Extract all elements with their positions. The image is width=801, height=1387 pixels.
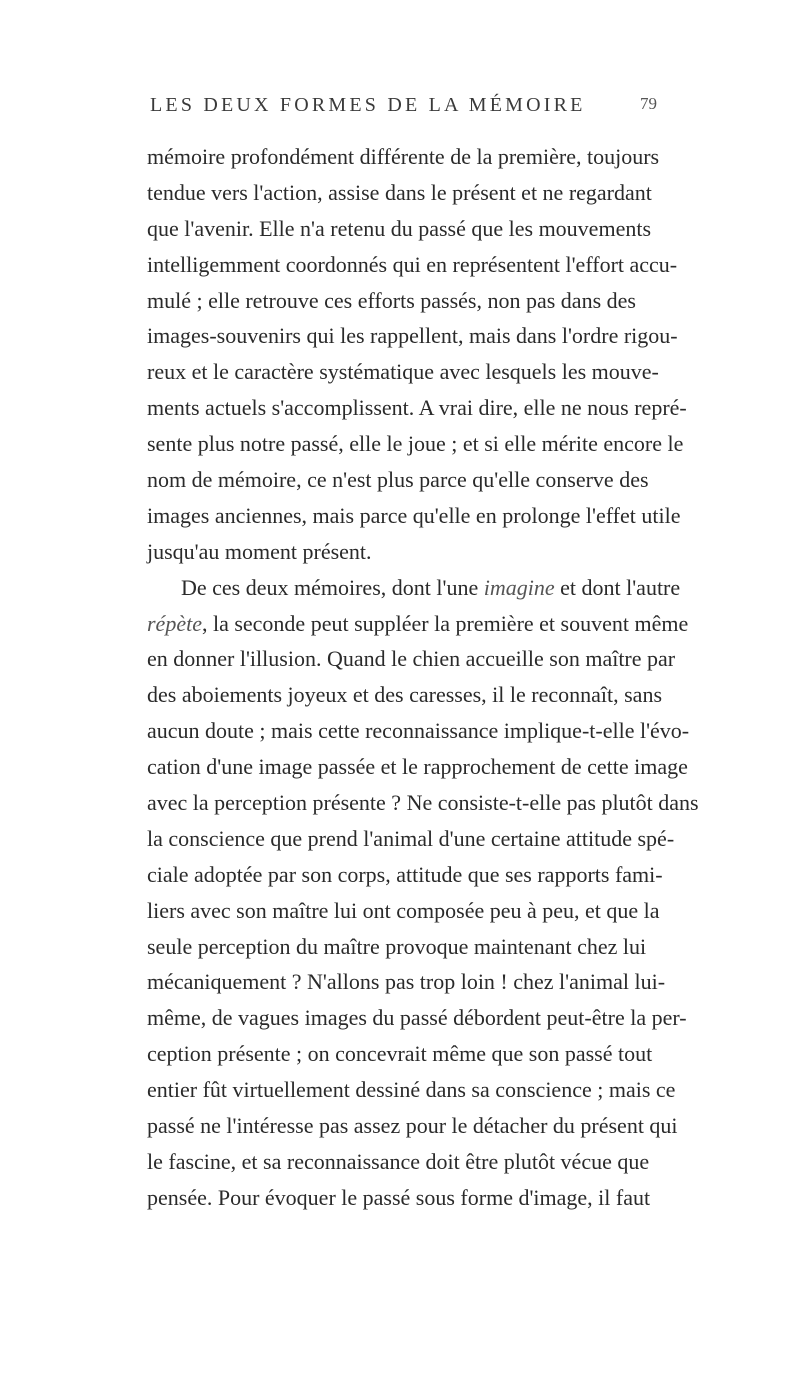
text-line: jusqu'au moment présent. <box>147 538 372 564</box>
text-line: des aboiements joyeux et des caresses, il le reconnaît, sans <box>147 682 663 708</box>
paragraph-1 <box>147 139 787 570</box>
text-line: même, de vagues images du passé débordent peut-être la per- <box>147 1005 687 1031</box>
page-number: 79 <box>640 94 657 113</box>
text-line: pensée. Pour évoquer le passé sous forme d'image, il faut <box>147 1184 651 1210</box>
text-line: liers avec son maître lui ont composée peu à peu, et que la <box>147 897 660 923</box>
text-line: que l'avenir. Elle n'a retenu du passé que les mouvements <box>147 215 652 241</box>
text-segment: De ces deux mémoires, dont l'une <box>181 574 484 600</box>
text-line: mémoire profondément différente de la première, toujours <box>147 144 660 169</box>
text-line: entier fût virtuellement dessiné dans sa conscience ; mais ce <box>147 1077 676 1103</box>
text-line: tendue vers l'action, assise dans le présent et ne regardant <box>147 179 652 205</box>
body-text <box>147 139 787 1216</box>
italic-word: répète <box>147 610 202 636</box>
text-line: ciale adoptée par son corps, attitude que ses rapports fami- <box>147 861 663 887</box>
text-line: en donner l'illusion. Quand le chien accueille son maître par <box>147 646 676 672</box>
italic-word: imagine <box>483 574 555 600</box>
text-line: ments actuels s'accomplissent. A vrai dire, elle ne nous repré- <box>147 395 687 421</box>
text-line: avec la perception présente ? Ne consiste-t-elle pas plutôt dans <box>147 790 699 816</box>
text-line <box>147 570 787 606</box>
text-line: la conscience que prend l'animal d'une certaine attitude spé- <box>147 825 675 851</box>
text-line <box>147 606 787 642</box>
text-line: mulé ; elle retrouve ces efforts passés, non pas dans des <box>147 287 636 313</box>
text-line: aucun doute ; mais cette reconnaissance implique-t-elle l'évo- <box>147 718 690 744</box>
paragraph-2 <box>147 570 787 1216</box>
text-line: mécaniquement ? N'allons pas trop loin ! chez l'animal lui- <box>147 969 666 995</box>
running-title: LES DEUX FORMES DE LA MÉMOIRE <box>150 94 586 116</box>
text-line: sente plus notre passé, elle le joue ; et si elle mérite encore le <box>147 431 684 457</box>
text-line: cation d'une image passée et le rapprochement de cette image <box>147 754 688 780</box>
text-line: images-souvenirs qui les rappellent, mais dans l'ordre rigou- <box>147 323 678 349</box>
text-line: intelligemment coordonnés qui en représentent l'effort accu- <box>147 251 678 277</box>
text-segment: et dont l'autre <box>554 574 681 600</box>
text-line: passé ne l'intéresse pas assez pour le détacher du présent qui <box>147 1113 678 1139</box>
text-line: nom de mémoire, ce n'est plus parce qu'elle conserve des <box>147 467 649 493</box>
text-line: seule perception du maître provoque maintenant chez lui <box>147 933 647 959</box>
text-segment: , la seconde peut suppléer la première et souvent même <box>201 610 689 636</box>
running-head <box>130 94 790 124</box>
text-line: ception présente ; on concevrait même que son passé tout <box>147 1041 653 1067</box>
text-line: reux et le caractère systématique avec lesquels les mouve- <box>147 359 659 385</box>
text-line: images anciennes, mais parce qu'elle en prolonge l'effet utile <box>147 502 681 528</box>
text-line: le fascine, et sa reconnaissance doit être plutôt vécue que <box>147 1148 650 1174</box>
